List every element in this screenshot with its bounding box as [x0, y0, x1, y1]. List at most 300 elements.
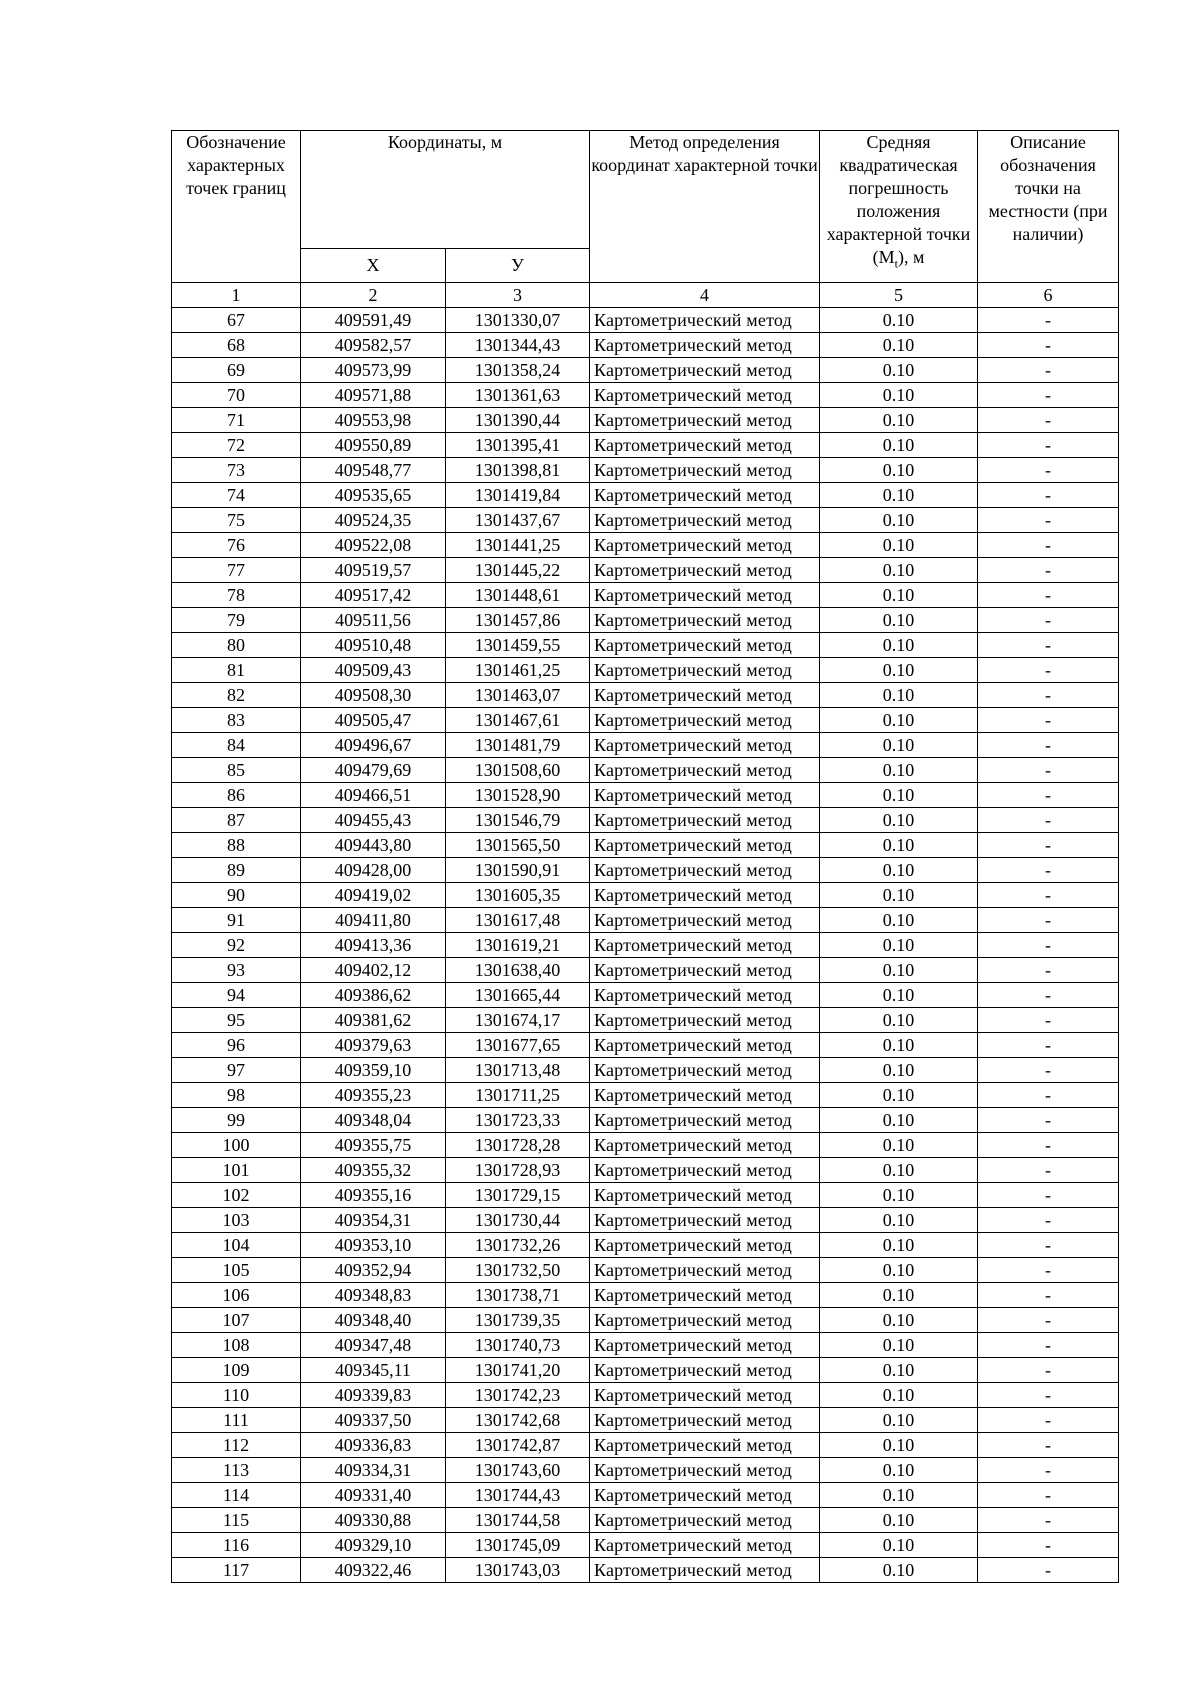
table-row: [172, 508, 1119, 533]
table-row: [172, 558, 1119, 583]
method-cell: Картометрический метод: [590, 883, 820, 908]
x-coordinate-cell: 409511,56: [301, 608, 446, 633]
table-row: [172, 633, 1119, 658]
description-cell: -: [978, 1483, 1119, 1508]
column-number-row: [172, 283, 1119, 308]
mean-error-cell: 0.10: [820, 808, 978, 833]
mean-error-cell: 0.10: [820, 508, 978, 533]
x-coordinate-cell: 409591,49: [301, 308, 446, 333]
x-coordinate-cell: 409519,57: [301, 558, 446, 583]
y-coordinate-cell: 1301508,60: [446, 758, 590, 783]
table-row: [172, 533, 1119, 558]
x-coordinate-cell: 409402,12: [301, 958, 446, 983]
description-cell: -: [978, 1033, 1119, 1058]
point-id-cell: 92: [172, 933, 301, 958]
method-cell: Картометрический метод: [590, 958, 820, 983]
y-coordinate-cell: 1301467,61: [446, 708, 590, 733]
point-id-cell: 96: [172, 1033, 301, 1058]
header-mean-error: [820, 131, 978, 283]
mean-error-cell: 0.10: [820, 1433, 978, 1458]
table-row: [172, 758, 1119, 783]
mean-error-cell: 0.10: [820, 1283, 978, 1308]
method-cell: Картометрический метод: [590, 1308, 820, 1333]
point-id-cell: 110: [172, 1383, 301, 1408]
point-id-cell: 101: [172, 1158, 301, 1183]
y-coordinate-cell: 1301745,09: [446, 1533, 590, 1558]
method-cell: Картометрический метод: [590, 683, 820, 708]
table-row: [172, 1083, 1119, 1108]
y-coordinate-cell: 1301437,67: [446, 508, 590, 533]
column-number: 6: [978, 283, 1119, 308]
point-id-cell: 79: [172, 608, 301, 633]
method-cell: Картометрический метод: [590, 1233, 820, 1258]
x-coordinate-cell: 409345,11: [301, 1358, 446, 1383]
description-cell: -: [978, 733, 1119, 758]
y-coordinate-cell: 1301605,35: [446, 883, 590, 908]
point-id-cell: 95: [172, 1008, 301, 1033]
mean-error-cell: 0.10: [820, 558, 978, 583]
point-id-cell: 75: [172, 508, 301, 533]
description-cell: -: [978, 1183, 1119, 1208]
point-id-cell: 115: [172, 1508, 301, 1533]
point-id-cell: 106: [172, 1283, 301, 1308]
y-coordinate-cell: 1301739,35: [446, 1308, 590, 1333]
x-coordinate-cell: 409517,42: [301, 583, 446, 608]
x-coordinate-cell: 409508,30: [301, 683, 446, 708]
point-id-cell: 86: [172, 783, 301, 808]
y-coordinate-cell: 1301677,65: [446, 1033, 590, 1058]
mean-error-cell: 0.10: [820, 1208, 978, 1233]
method-cell: Картометрический метод: [590, 533, 820, 558]
table-row: [172, 1433, 1119, 1458]
description-cell: -: [978, 1133, 1119, 1158]
description-cell: -: [978, 658, 1119, 683]
table-row: [172, 608, 1119, 633]
method-cell: Картометрический метод: [590, 558, 820, 583]
table-row: [172, 1058, 1119, 1083]
y-coordinate-cell: 1301390,44: [446, 408, 590, 433]
description-cell: -: [978, 508, 1119, 533]
x-coordinate-cell: 409355,23: [301, 1083, 446, 1108]
point-id-cell: 105: [172, 1258, 301, 1283]
x-coordinate-cell: 409359,10: [301, 1058, 446, 1083]
y-coordinate-cell: 1301738,71: [446, 1283, 590, 1308]
x-coordinate-cell: 409509,43: [301, 658, 446, 683]
table-row: [172, 383, 1119, 408]
method-cell: Картометрический метод: [590, 408, 820, 433]
table-row: [172, 333, 1119, 358]
description-cell: -: [978, 433, 1119, 458]
x-coordinate-cell: 409419,02: [301, 883, 446, 908]
table-row: [172, 1208, 1119, 1233]
description-cell: -: [978, 1533, 1119, 1558]
description-cell: -: [978, 958, 1119, 983]
description-cell: -: [978, 1383, 1119, 1408]
y-coordinate-cell: 1301743,60: [446, 1458, 590, 1483]
description-cell: -: [978, 1333, 1119, 1358]
mean-error-cell: 0.10: [820, 358, 978, 383]
mean-error-cell: 0.10: [820, 858, 978, 883]
description-cell: -: [978, 1458, 1119, 1483]
description-cell: -: [978, 608, 1119, 633]
method-cell: Картометрический метод: [590, 858, 820, 883]
header-point-designation: Обозначение характерных точек границ: [172, 131, 301, 283]
description-cell: -: [978, 933, 1119, 958]
y-coordinate-cell: 1301711,25: [446, 1083, 590, 1108]
y-coordinate-cell: 1301528,90: [446, 783, 590, 808]
table-row: [172, 1458, 1119, 1483]
mean-error-cell: 0.10: [820, 1133, 978, 1158]
table-row: [172, 683, 1119, 708]
y-coordinate-cell: 1301441,25: [446, 533, 590, 558]
table-row: [172, 658, 1119, 683]
method-cell: Картометрический метод: [590, 1508, 820, 1533]
method-cell: Картометрический метод: [590, 483, 820, 508]
y-coordinate-cell: 1301619,21: [446, 933, 590, 958]
y-coordinate-cell: 1301617,48: [446, 908, 590, 933]
description-cell: -: [978, 358, 1119, 383]
column-number: 2: [301, 283, 446, 308]
y-coordinate-cell: 1301481,79: [446, 733, 590, 758]
mean-error-cell: 0.10: [820, 983, 978, 1008]
y-coordinate-cell: 1301398,81: [446, 458, 590, 483]
point-id-cell: 68: [172, 333, 301, 358]
description-cell: -: [978, 683, 1119, 708]
point-id-cell: 108: [172, 1333, 301, 1358]
x-coordinate-cell: 409348,04: [301, 1108, 446, 1133]
point-id-cell: 74: [172, 483, 301, 508]
y-coordinate-cell: 1301459,55: [446, 633, 590, 658]
method-cell: Картометрический метод: [590, 583, 820, 608]
method-cell: Картометрический метод: [590, 633, 820, 658]
description-cell: -: [978, 908, 1119, 933]
mean-error-cell: 0.10: [820, 1108, 978, 1133]
point-id-cell: 84: [172, 733, 301, 758]
description-cell: -: [978, 1083, 1119, 1108]
y-coordinate-cell: 1301463,07: [446, 683, 590, 708]
description-cell: -: [978, 583, 1119, 608]
point-id-cell: 90: [172, 883, 301, 908]
mean-error-cell: 0.10: [820, 1508, 978, 1533]
mean-error-cell: 0.10: [820, 458, 978, 483]
point-id-cell: 100: [172, 1133, 301, 1158]
x-coordinate-cell: 409455,43: [301, 808, 446, 833]
x-coordinate-cell: 409428,00: [301, 858, 446, 883]
y-coordinate-cell: 1301713,48: [446, 1058, 590, 1083]
header-y: У: [446, 249, 590, 283]
method-cell: Картометрический метод: [590, 1433, 820, 1458]
y-coordinate-cell: 1301732,50: [446, 1258, 590, 1283]
point-id-cell: 112: [172, 1433, 301, 1458]
method-cell: Картометрический метод: [590, 1558, 820, 1583]
description-cell: -: [978, 808, 1119, 833]
y-coordinate-cell: 1301344,43: [446, 333, 590, 358]
y-coordinate-cell: 1301674,17: [446, 1008, 590, 1033]
method-cell: Картометрический метод: [590, 458, 820, 483]
y-coordinate-cell: 1301728,28: [446, 1133, 590, 1158]
point-id-cell: 71: [172, 408, 301, 433]
description-cell: -: [978, 758, 1119, 783]
description-cell: -: [978, 483, 1119, 508]
mean-error-cell: 0.10: [820, 383, 978, 408]
point-id-cell: 91: [172, 908, 301, 933]
mean-error-cell: 0.10: [820, 1083, 978, 1108]
y-coordinate-cell: 1301457,86: [446, 608, 590, 633]
mean-error-cell: 0.10: [820, 1558, 978, 1583]
table-row: [172, 1483, 1119, 1508]
point-id-cell: 93: [172, 958, 301, 983]
y-coordinate-cell: 1301742,87: [446, 1433, 590, 1458]
method-cell: Картометрический метод: [590, 1333, 820, 1358]
point-id-cell: 97: [172, 1058, 301, 1083]
mean-error-cell: 0.10: [820, 1158, 978, 1183]
point-id-cell: 78: [172, 583, 301, 608]
method-cell: Картометрический метод: [590, 1383, 820, 1408]
x-coordinate-cell: 409479,69: [301, 758, 446, 783]
point-id-cell: 104: [172, 1233, 301, 1258]
y-coordinate-cell: 1301546,79: [446, 808, 590, 833]
x-coordinate-cell: 409386,62: [301, 983, 446, 1008]
column-number: 1: [172, 283, 301, 308]
x-coordinate-cell: 409413,36: [301, 933, 446, 958]
point-id-cell: 67: [172, 308, 301, 333]
point-id-cell: 81: [172, 658, 301, 683]
point-id-cell: 116: [172, 1533, 301, 1558]
coordinates-table: [171, 130, 1119, 1583]
header-x: X: [301, 249, 446, 283]
table-row: [172, 1308, 1119, 1333]
y-coordinate-cell: 1301741,20: [446, 1358, 590, 1383]
x-coordinate-cell: 409550,89: [301, 433, 446, 458]
x-coordinate-cell: 409334,31: [301, 1458, 446, 1483]
point-id-cell: 87: [172, 808, 301, 833]
method-cell: Картометрический метод: [590, 1108, 820, 1133]
table-row: [172, 958, 1119, 983]
description-cell: -: [978, 1283, 1119, 1308]
x-coordinate-cell: 409411,80: [301, 908, 446, 933]
mean-error-cell: 0.10: [820, 533, 978, 558]
method-cell: Картометрический метод: [590, 1533, 820, 1558]
point-id-cell: 113: [172, 1458, 301, 1483]
table-row: [172, 1233, 1119, 1258]
y-coordinate-cell: 1301728,93: [446, 1158, 590, 1183]
table-row: [172, 1333, 1119, 1358]
description-cell: -: [978, 1508, 1119, 1533]
y-coordinate-cell: 1301395,41: [446, 433, 590, 458]
point-id-cell: 82: [172, 683, 301, 708]
description-cell: -: [978, 408, 1119, 433]
y-coordinate-cell: 1301445,22: [446, 558, 590, 583]
table-row: [172, 708, 1119, 733]
x-coordinate-cell: 409573,99: [301, 358, 446, 383]
description-cell: -: [978, 1258, 1119, 1283]
y-coordinate-cell: 1301665,44: [446, 983, 590, 1008]
x-coordinate-cell: 409582,57: [301, 333, 446, 358]
description-cell: -: [978, 1408, 1119, 1433]
mean-error-cell: 0.10: [820, 608, 978, 633]
point-id-cell: 114: [172, 1483, 301, 1508]
method-cell: Картометрический метод: [590, 708, 820, 733]
method-cell: Картометрический метод: [590, 1183, 820, 1208]
method-cell: Картометрический метод: [590, 983, 820, 1008]
mean-error-cell: 0.10: [820, 1333, 978, 1358]
x-coordinate-cell: 409337,50: [301, 1408, 446, 1433]
point-id-cell: 98: [172, 1083, 301, 1108]
y-coordinate-cell: 1301723,33: [446, 1108, 590, 1133]
y-coordinate-cell: 1301330,07: [446, 308, 590, 333]
description-cell: -: [978, 458, 1119, 483]
mean-error-cell: 0.10: [820, 633, 978, 658]
x-coordinate-cell: 409336,83: [301, 1433, 446, 1458]
mean-error-cell: 0.10: [820, 683, 978, 708]
header-mean-error-unit: ), м: [897, 247, 925, 267]
mean-error-cell: 0.10: [820, 1483, 978, 1508]
column-number: 4: [590, 283, 820, 308]
x-coordinate-cell: 409510,48: [301, 633, 446, 658]
table-row: [172, 583, 1119, 608]
description-cell: -: [978, 333, 1119, 358]
description-cell: -: [978, 708, 1119, 733]
mean-error-cell: 0.10: [820, 783, 978, 808]
y-coordinate-cell: 1301590,91: [446, 858, 590, 883]
mean-error-cell: 0.10: [820, 758, 978, 783]
mean-error-cell: 0.10: [820, 1058, 978, 1083]
y-coordinate-cell: 1301461,25: [446, 658, 590, 683]
y-coordinate-cell: 1301740,73: [446, 1333, 590, 1358]
table-row: [172, 858, 1119, 883]
description-cell: -: [978, 1233, 1119, 1258]
table-row: [172, 1258, 1119, 1283]
table-row: [172, 908, 1119, 933]
method-cell: Картометрический метод: [590, 1408, 820, 1433]
description-cell: -: [978, 1433, 1119, 1458]
table-row: [172, 783, 1119, 808]
mean-error-cell: 0.10: [820, 1458, 978, 1483]
mean-error-cell: 0.10: [820, 1358, 978, 1383]
method-cell: Картометрический метод: [590, 1058, 820, 1083]
point-id-cell: 117: [172, 1558, 301, 1583]
mean-error-cell: 0.10: [820, 1383, 978, 1408]
y-coordinate-cell: 1301419,84: [446, 483, 590, 508]
point-id-cell: 83: [172, 708, 301, 733]
description-cell: -: [978, 1558, 1119, 1583]
method-cell: Картометрический метод: [590, 658, 820, 683]
header-method: Метод определения координат характерной точки: [590, 131, 820, 283]
mean-error-cell: 0.10: [820, 1008, 978, 1033]
x-coordinate-cell: 409524,35: [301, 508, 446, 533]
point-id-cell: 99: [172, 1108, 301, 1133]
mean-error-cell: 0.10: [820, 1258, 978, 1283]
description-cell: -: [978, 833, 1119, 858]
x-coordinate-cell: 409381,62: [301, 1008, 446, 1033]
method-cell: Картометрический метод: [590, 433, 820, 458]
point-id-cell: 109: [172, 1358, 301, 1383]
method-cell: Картометрический метод: [590, 608, 820, 633]
method-cell: Картометрический метод: [590, 1083, 820, 1108]
description-cell: -: [978, 1308, 1119, 1333]
description-cell: -: [978, 633, 1119, 658]
mean-error-cell: 0.10: [820, 308, 978, 333]
point-id-cell: 107: [172, 1308, 301, 1333]
method-cell: Картометрический метод: [590, 833, 820, 858]
method-cell: Картометрический метод: [590, 1258, 820, 1283]
description-cell: -: [978, 858, 1119, 883]
point-id-cell: 103: [172, 1208, 301, 1233]
mean-error-cell: 0.10: [820, 483, 978, 508]
y-coordinate-cell: 1301742,68: [446, 1408, 590, 1433]
y-coordinate-cell: 1301744,58: [446, 1508, 590, 1533]
x-coordinate-cell: 409352,94: [301, 1258, 446, 1283]
description-cell: -: [978, 1008, 1119, 1033]
table-row: [172, 1283, 1119, 1308]
mean-error-cell: 0.10: [820, 333, 978, 358]
x-coordinate-cell: 409354,31: [301, 1208, 446, 1233]
method-cell: Картометрический метод: [590, 383, 820, 408]
description-cell: -: [978, 1058, 1119, 1083]
x-coordinate-cell: 409322,46: [301, 1558, 446, 1583]
x-coordinate-cell: 409379,63: [301, 1033, 446, 1058]
point-id-cell: 111: [172, 1408, 301, 1433]
description-cell: -: [978, 533, 1119, 558]
y-coordinate-cell: 1301730,44: [446, 1208, 590, 1233]
y-coordinate-cell: 1301448,61: [446, 583, 590, 608]
table-row: [172, 1008, 1119, 1033]
table-row: [172, 358, 1119, 383]
mean-error-cell: 0.10: [820, 1408, 978, 1433]
mean-error-cell: 0.10: [820, 1033, 978, 1058]
y-coordinate-cell: 1301358,24: [446, 358, 590, 383]
x-coordinate-cell: 409355,75: [301, 1133, 446, 1158]
method-cell: Картометрический метод: [590, 808, 820, 833]
table-body: [172, 308, 1119, 1583]
x-coordinate-cell: 409548,77: [301, 458, 446, 483]
table-row: [172, 1533, 1119, 1558]
description-cell: -: [978, 308, 1119, 333]
mean-error-cell: 0.10: [820, 708, 978, 733]
table-row: [172, 1558, 1119, 1583]
mean-error-cell: 0.10: [820, 883, 978, 908]
method-cell: Картометрический метод: [590, 358, 820, 383]
x-coordinate-cell: 409347,48: [301, 1333, 446, 1358]
header-mean-error-text: Средняя квадратическая погрешность положения характерной точки (M: [826, 132, 971, 267]
description-cell: -: [978, 1358, 1119, 1383]
method-cell: Картометрический метод: [590, 733, 820, 758]
point-id-cell: 72: [172, 433, 301, 458]
description-cell: -: [978, 558, 1119, 583]
table-row: [172, 1033, 1119, 1058]
method-cell: Картометрический метод: [590, 508, 820, 533]
point-id-cell: 89: [172, 858, 301, 883]
x-coordinate-cell: 409496,67: [301, 733, 446, 758]
description-cell: -: [978, 1108, 1119, 1133]
point-id-cell: 102: [172, 1183, 301, 1208]
description-cell: -: [978, 1208, 1119, 1233]
x-coordinate-cell: 409331,40: [301, 1483, 446, 1508]
y-coordinate-cell: 1301565,50: [446, 833, 590, 858]
x-coordinate-cell: 409443,80: [301, 833, 446, 858]
y-coordinate-cell: 1301742,23: [446, 1383, 590, 1408]
description-cell: -: [978, 983, 1119, 1008]
method-cell: Картометрический метод: [590, 308, 820, 333]
point-id-cell: 80: [172, 633, 301, 658]
table-row: [172, 1358, 1119, 1383]
header-coordinates: Координаты, м: [301, 131, 590, 249]
table-row: [172, 833, 1119, 858]
point-id-cell: 94: [172, 983, 301, 1008]
x-coordinate-cell: 409522,08: [301, 533, 446, 558]
table-row: [172, 733, 1119, 758]
table-header: [172, 131, 1119, 283]
